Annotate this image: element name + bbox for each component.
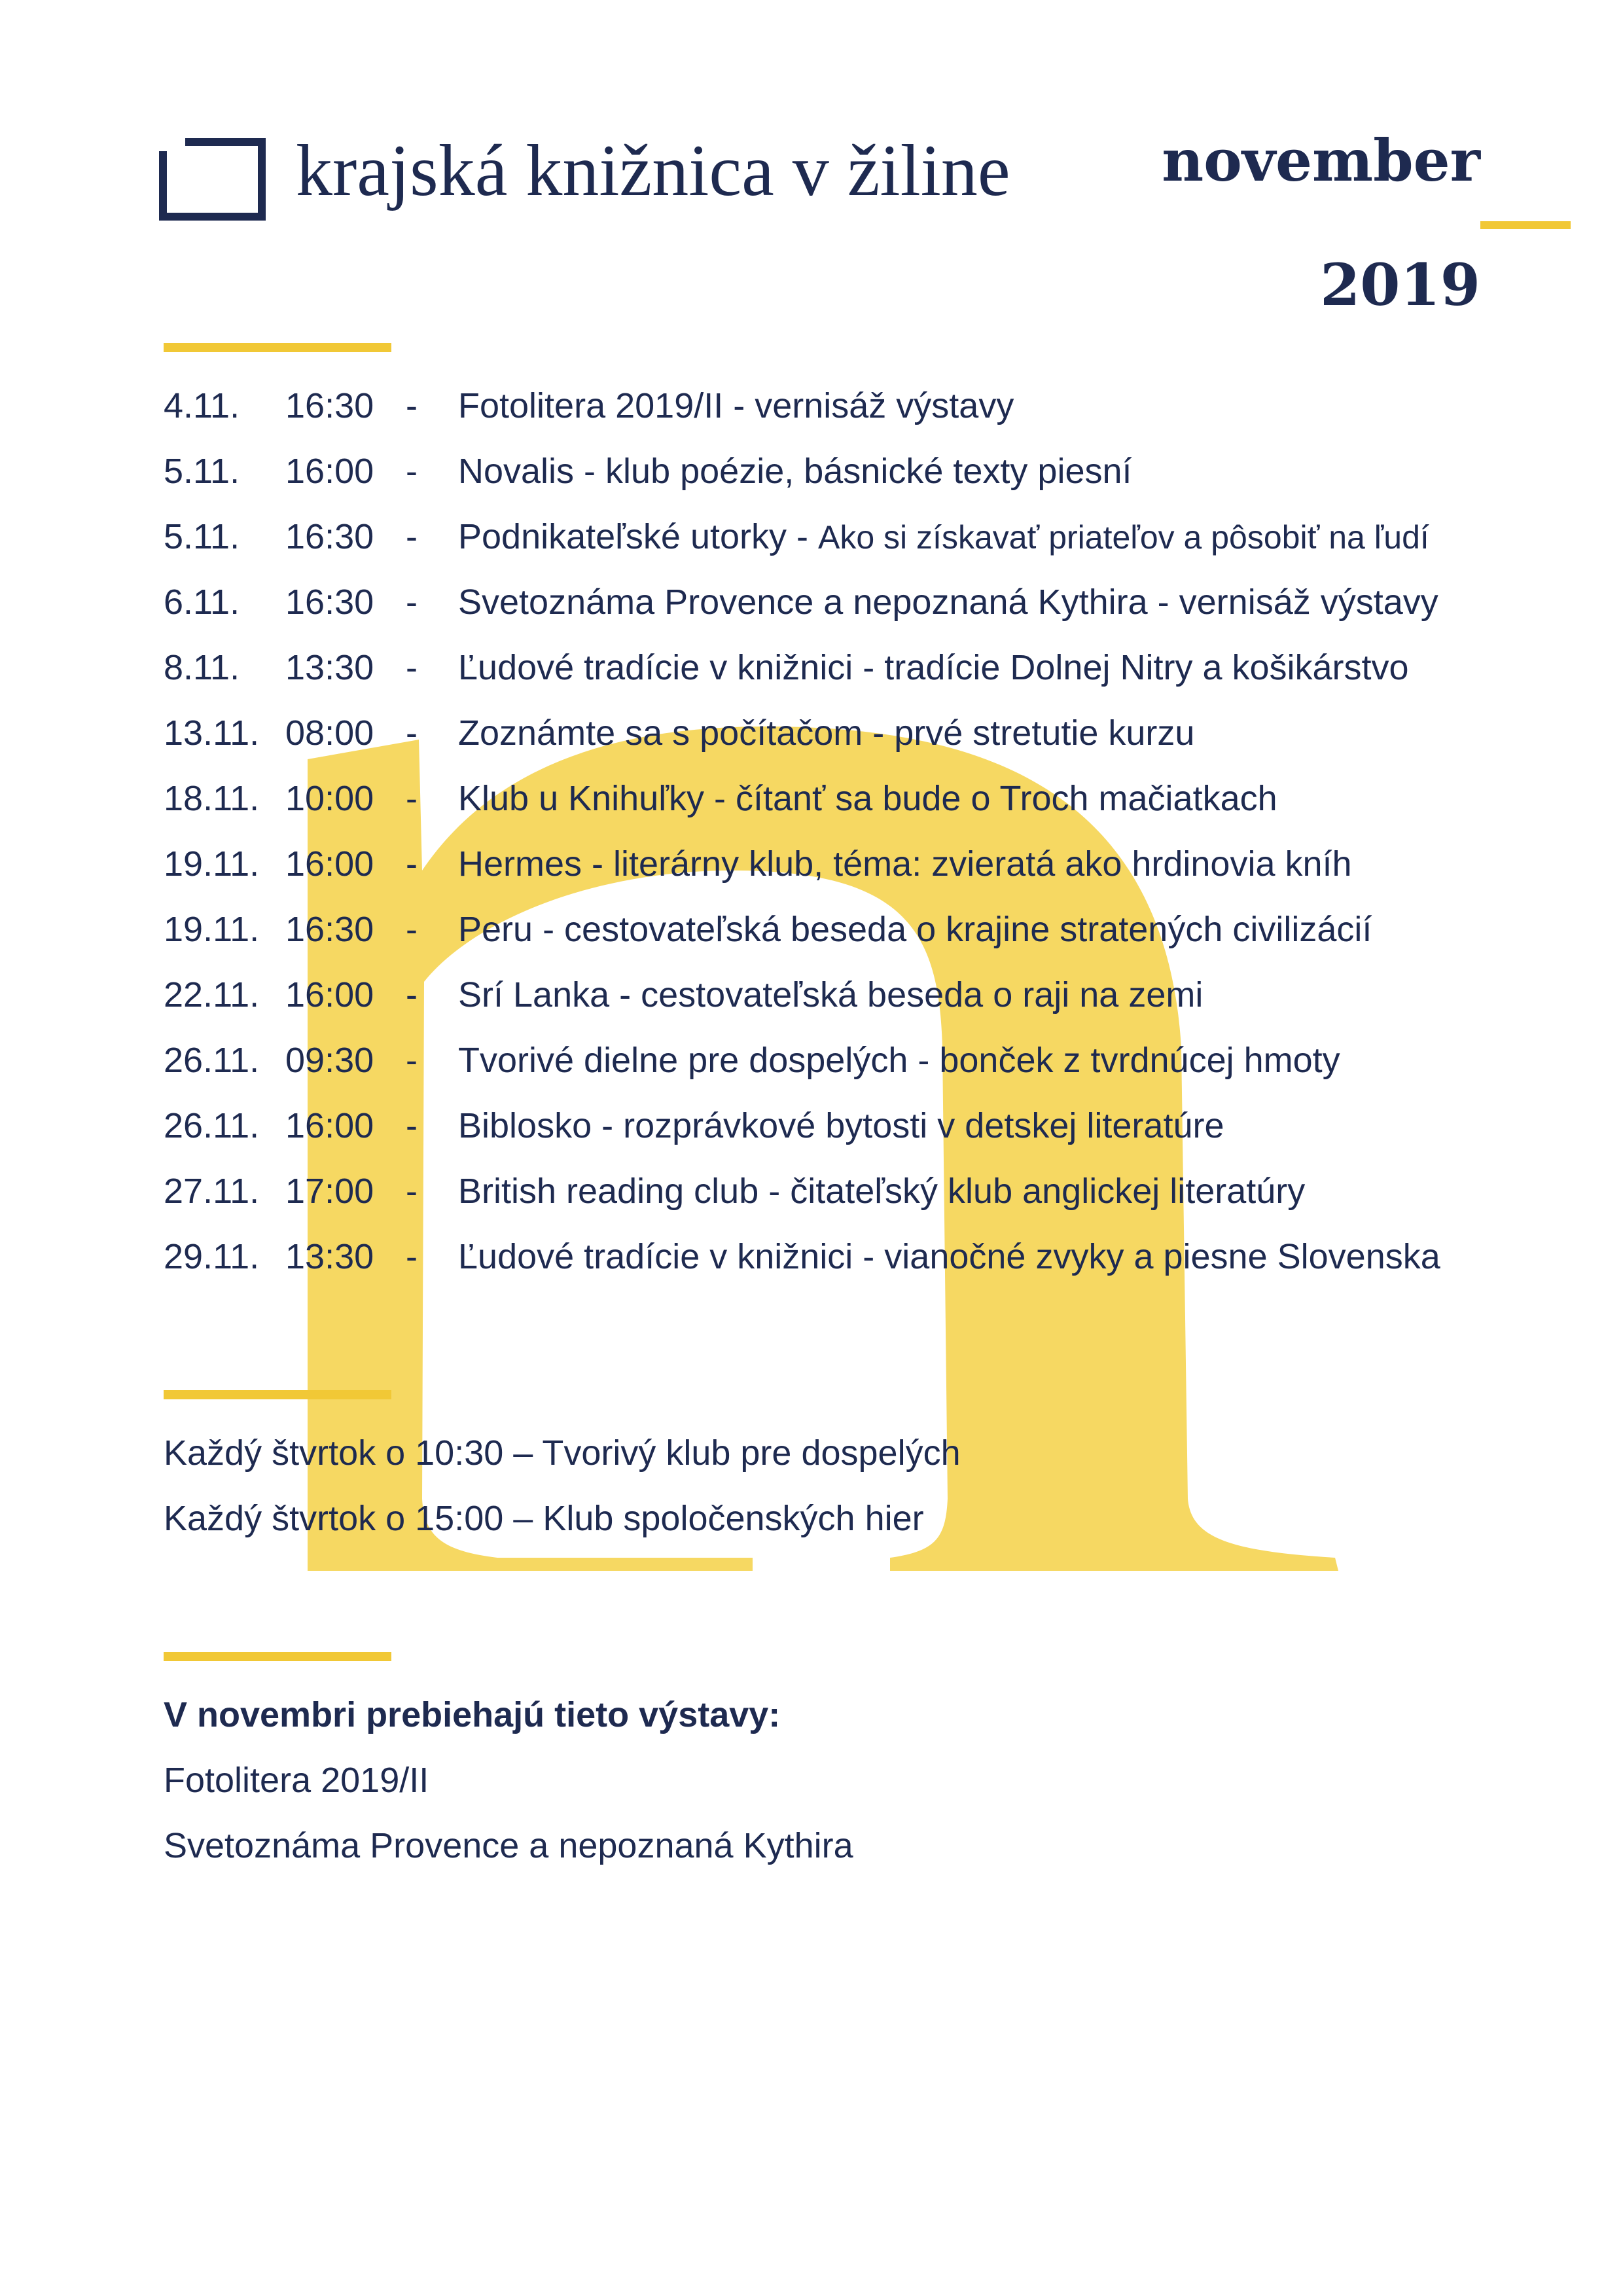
event-title-text: Zoznámte sa s počítačom - prvé stretutie kurzu (458, 713, 1195, 753)
event-title-text: Ľudové tradície v knižnici - tradície Dolnej Nitry a košikárstvo (458, 648, 1409, 687)
event-title-text: Srí Lanka - cestovateľská beseda o raji na zemi (458, 975, 1204, 1014)
event-row (164, 1158, 1603, 1224)
event-time: 13:30 (285, 648, 374, 687)
event-dash: - (406, 1237, 418, 1276)
event-title (458, 439, 1132, 505)
exhibitions-section (164, 1682, 1603, 1878)
event-date: 5.11. (164, 517, 240, 556)
event-row (164, 700, 1603, 766)
event-dash: - (406, 910, 418, 949)
event-row (164, 569, 1603, 635)
event-title-text: Tvorivé dielne pre dospelých - bonček z tvrdnúcej hmoty (458, 1041, 1340, 1080)
event-time: 16:00 (285, 452, 374, 491)
event-time: 17:00 (285, 1172, 374, 1211)
event-row (164, 635, 1603, 700)
event-title (458, 962, 1203, 1028)
event-date: 6.11. (164, 583, 240, 622)
event-row (164, 766, 1603, 831)
event-detail: Ako si získavať priateľov a pôsobiť na ľudí (818, 519, 1429, 556)
event-dash: - (406, 1172, 418, 1211)
event-title (458, 504, 1429, 570)
event-time: 16:30 (285, 583, 374, 622)
event-title-text: Ľudové tradície v knižnici - vianočné zvyky a piesne Slovenska (458, 1237, 1440, 1276)
event-title (458, 897, 1372, 963)
event-date: 26.11. (164, 1106, 260, 1145)
event-date: 5.11. (164, 452, 240, 491)
event-dash: - (406, 779, 418, 818)
month-label: november (1162, 126, 1480, 194)
event-time: 16:00 (285, 1106, 374, 1145)
event-date: 19.11. (164, 844, 260, 884)
event-time: 10:00 (285, 779, 374, 818)
event-title-text: Fotolitera 2019/II - vernisáž výstavy (458, 386, 1014, 425)
event-row (164, 1028, 1603, 1093)
event-title-text: Svetoznáma Provence a nepoznaná Kythira - vernisáž výstavy (458, 583, 1438, 622)
event-dash: - (406, 648, 418, 687)
event-dash: - (406, 713, 418, 753)
event-time: 08:00 (285, 713, 374, 753)
event-time: 16:30 (285, 386, 374, 425)
event-title (458, 569, 1438, 636)
weekly-event: Každý štvrtok o 10:30 – Tvorivý klub pre dospelých (164, 1433, 961, 1473)
event-time: 16:00 (285, 844, 374, 884)
event-dash: - (406, 844, 418, 884)
event-title-text: Klub u Knihuľky - čítanť sa bude o Troch mačiatkach (458, 779, 1277, 818)
event-row (164, 504, 1603, 569)
divider-weekly (164, 1390, 391, 1399)
divider-events (164, 343, 391, 352)
event-row (164, 897, 1603, 962)
exhibitions-heading: V novembri prebiehajú tieto výstavy: (164, 1695, 781, 1734)
event-date: 29.11. (164, 1237, 260, 1276)
event-title-text: Peru - cestovateľská beseda o krajine stratených civilizácií (458, 910, 1372, 949)
event-title-text: Biblosko - rozprávkové bytosti v detskej literatúre (458, 1106, 1224, 1145)
library-name: krajská knižnica v žiline (296, 130, 1010, 211)
event-title (458, 373, 1014, 439)
event-date: 22.11. (164, 975, 260, 1014)
weekly-event: Každý štvrtok o 15:00 – Klub spoločenských hier (164, 1499, 924, 1538)
event-row (164, 962, 1603, 1028)
event-row (164, 439, 1603, 504)
event-row (164, 373, 1603, 439)
event-time: 16:00 (285, 975, 374, 1014)
weekly-events (164, 1420, 1603, 1551)
event-date: 4.11. (164, 386, 240, 425)
event-title-text: British reading club - čitateľský klub anglickej literatúry (458, 1172, 1306, 1211)
year-label: 2019 (1320, 251, 1480, 319)
library-logo-icon (159, 138, 266, 221)
exhibition-item: Svetoznáma Provence a nepoznaná Kythira (164, 1826, 853, 1865)
event-dash: - (406, 1106, 418, 1145)
event-dash: - (406, 386, 418, 425)
event-dash: - (406, 1041, 418, 1080)
event-date: 19.11. (164, 910, 260, 949)
event-row (164, 1093, 1603, 1158)
event-title-text: Hermes - literárny klub, téma: zvieratá ako hrdinovia kníh (458, 844, 1352, 884)
event-dash: - (406, 517, 418, 556)
event-date: 18.11. (164, 779, 260, 818)
event-dash: - (406, 583, 418, 622)
event-title (458, 1028, 1340, 1094)
event-time: 09:30 (285, 1041, 374, 1080)
event-title (458, 700, 1194, 766)
event-row (164, 1224, 1603, 1289)
event-title (458, 766, 1277, 832)
event-date: 27.11. (164, 1172, 260, 1211)
events-list (164, 373, 1603, 1289)
event-title-text: Novalis - klub poézie, básnické texty piesní (458, 452, 1132, 491)
event-title (458, 831, 1352, 897)
event-time: 16:30 (285, 517, 374, 556)
event-date: 13.11. (164, 713, 260, 753)
event-title (458, 1224, 1440, 1290)
event-title (458, 635, 1409, 701)
event-row (164, 831, 1603, 897)
event-date: 8.11. (164, 648, 240, 687)
exhibition-item: Fotolitera 2019/II (164, 1761, 429, 1800)
event-title (458, 1158, 1305, 1225)
event-dash: - (406, 452, 418, 491)
month-underline (1480, 221, 1571, 229)
event-time: 13:30 (285, 1237, 374, 1276)
event-title (458, 1093, 1224, 1159)
event-dash: - (406, 975, 418, 1014)
divider-exhibitions (164, 1652, 391, 1661)
event-time: 16:30 (285, 910, 374, 949)
event-date: 26.11. (164, 1041, 260, 1080)
event-title-text: Podnikateľské utorky - (458, 517, 818, 556)
